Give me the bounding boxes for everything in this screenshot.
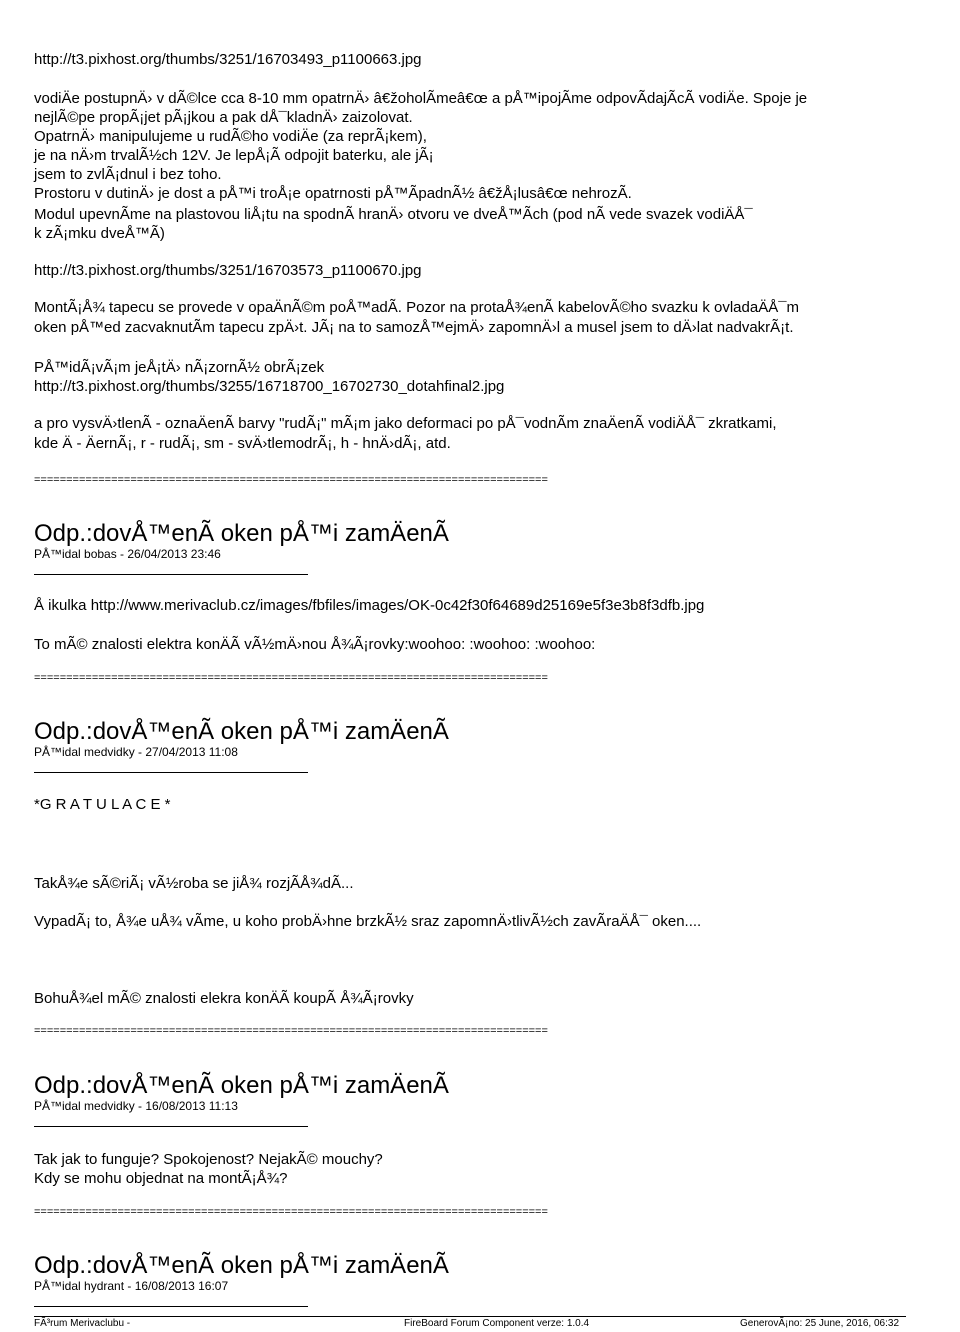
footer-generated: GenerovÃ¡no: 25 June, 2016, 06:32 (740, 1318, 900, 1329)
post-body-text: *G R A T U L A C E * (34, 796, 171, 813)
divider (34, 772, 308, 773)
post-body-text[interactable]: Å ikulka http://www.merivaclub.cz/images/fbfiles/images/OK-0c42f30f64689d25169e5f3e3b8f3dfb.jpg (34, 597, 705, 614)
body-text: Prostoru v dutinÄ› je dost a pÅ™i troÅ¡e opatrnosti pÅ™ÃpadnÃ½ â€žÅ¡lusâ€œ nehrozÃ. (34, 185, 632, 202)
post-body-text: TakÅ¾e sÃ©riÃ¡ vÃ½roba se jiÅ¾ rozjÃÅ¾dÃ... (34, 875, 354, 892)
divider (34, 574, 308, 575)
body-text: vodiÄe postupnÄ› v dÃ©lce cca 8-10 mm opatrnÄ› â€žoholÃmeâ€œ a pÅ™ipojÃme odpovÃdajÃcÃ vodiÄe. Spoje je (34, 90, 808, 107)
body-text: jsem to zvlÃ¡dnul i bez toho. (34, 166, 222, 183)
body-text: oken pÅ™ed zacvaknutÃm tapecu zpÄ›t. JÃ¡ na to samozÅ™ejmÄ› zapomnÄ›l a musel jsem to dÄ›lat nadvakrÃ¡t. (34, 319, 794, 336)
body-text: Modul upevnÃme na plastovou liÅ¡tu na spodnÃ hranÄ› otvoru ve dveÅ™Ãch (pod nÃ vede svazek vodiÄÅ¯ (34, 206, 753, 223)
footer-divider (34, 1316, 906, 1317)
separator: ================================================================================ (34, 1025, 548, 1037)
body-text: a pro vysvÄ›tlenÃ - oznaÄenÃ barvy "rudÃ¡" mÃ¡m jako deformaci po pÅ¯vodnÃm znaÄenÃ vodiÄÅ¯ zkratkami, (34, 415, 777, 432)
post-meta: PÅ™idal medvidky - 16/08/2013 11:13 (34, 1099, 238, 1113)
image-link[interactable]: http://t3.pixhost.org/thumbs/3251/16703493_p1100663.jpg (34, 51, 422, 68)
post-body-text: Kdy se mohu objednat na montÃ¡Å¾? (34, 1170, 288, 1187)
footer-component: FireBoard Forum Component verze: 1.0.4 (404, 1318, 590, 1329)
body-text: k zÃ¡mku dveÅ™Ã) (34, 225, 165, 242)
footer-site-name: FÃ³rum Merivaclubu - (34, 1318, 131, 1329)
post-meta: PÅ™idal hydrant - 16/08/2013 16:07 (34, 1279, 229, 1293)
post-title: Odp.:dovÅ™enÃ oken pÅ™i zamÄenÃ (34, 1252, 449, 1279)
post-title: Odp.:dovÅ™enÃ oken pÅ™i zamÄenÃ (34, 1072, 449, 1099)
post-body-text: Tak jak to funguje? Spokojenost? NejakÃ© mouchy? (34, 1151, 383, 1168)
image-link[interactable]: http://t3.pixhost.org/thumbs/3255/16718700_16702730_dotahfinal2.jpg (34, 378, 505, 395)
image-link[interactable]: http://t3.pixhost.org/thumbs/3251/16703573_p1100670.jpg (34, 262, 422, 279)
post-body-text: BohuÅ¾el mÃ© znalosti elekra konÄÃ koupÃ Å¾Ã¡rovky (34, 990, 414, 1007)
post-title: Odp.:dovÅ™enÃ oken pÅ™i zamÄenÃ (34, 520, 449, 547)
post-meta: PÅ™idal bobas - 26/04/2013 23:46 (34, 547, 221, 561)
body-text: MontÃ¡Å¾ tapecu se provede v opaÄnÃ©m poÅ™adÃ. Pozor na protaÅ¾enÃ kabelovÃ©ho svazku k ovladaÄÅ¯m (34, 299, 799, 316)
post-body-text: VypadÃ¡ to, Å¾e uÅ¾ vÃme, u koho probÄ›hne brzkÃ½ sraz zapomnÄ›tlivÃ½ch zavÃraÄÅ¯ oken.... (34, 913, 702, 930)
divider (34, 1306, 308, 1307)
post-title: Odp.:dovÅ™enÃ oken pÅ™i zamÄenÃ (34, 718, 449, 745)
body-text: kde Ä - ÄernÃ¡, r - rudÃ¡, sm - svÄ›tlemodrÃ¡, h - hnÄ›dÃ¡, atd. (34, 435, 451, 452)
post-body-text: To mÃ© znalosti elektra konÄÃ vÃ½mÄ›nou Å¾Ã¡rovky:woohoo: :woohoo: :woohoo: (34, 636, 596, 653)
separator: ================================================================================ (34, 1206, 548, 1218)
divider (34, 1126, 308, 1127)
body-text: PÅ™idÃ¡vÃ¡m jeÅ¡tÄ› nÃ¡zornÃ½ obrÃ¡zek (34, 359, 325, 376)
body-text: OpatrnÄ› manipulujeme u rudÃ©ho vodiÄe (za reprÃ¡kem), (34, 128, 427, 145)
separator: ================================================================================ (34, 474, 548, 486)
body-text: nejlÃ©pe propÃ¡jet pÃ¡jkou a pak dÅ¯kladnÄ› zaizolovat. (34, 109, 413, 126)
body-text: je na nÄ›m trvalÃ½ch 12V. Je lepÅ¡Ã odpojit baterku, ale jÃ¡ (34, 147, 434, 164)
post-meta: PÅ™idal medvidky - 27/04/2013 11:08 (34, 745, 238, 759)
separator: ================================================================================ (34, 672, 548, 684)
